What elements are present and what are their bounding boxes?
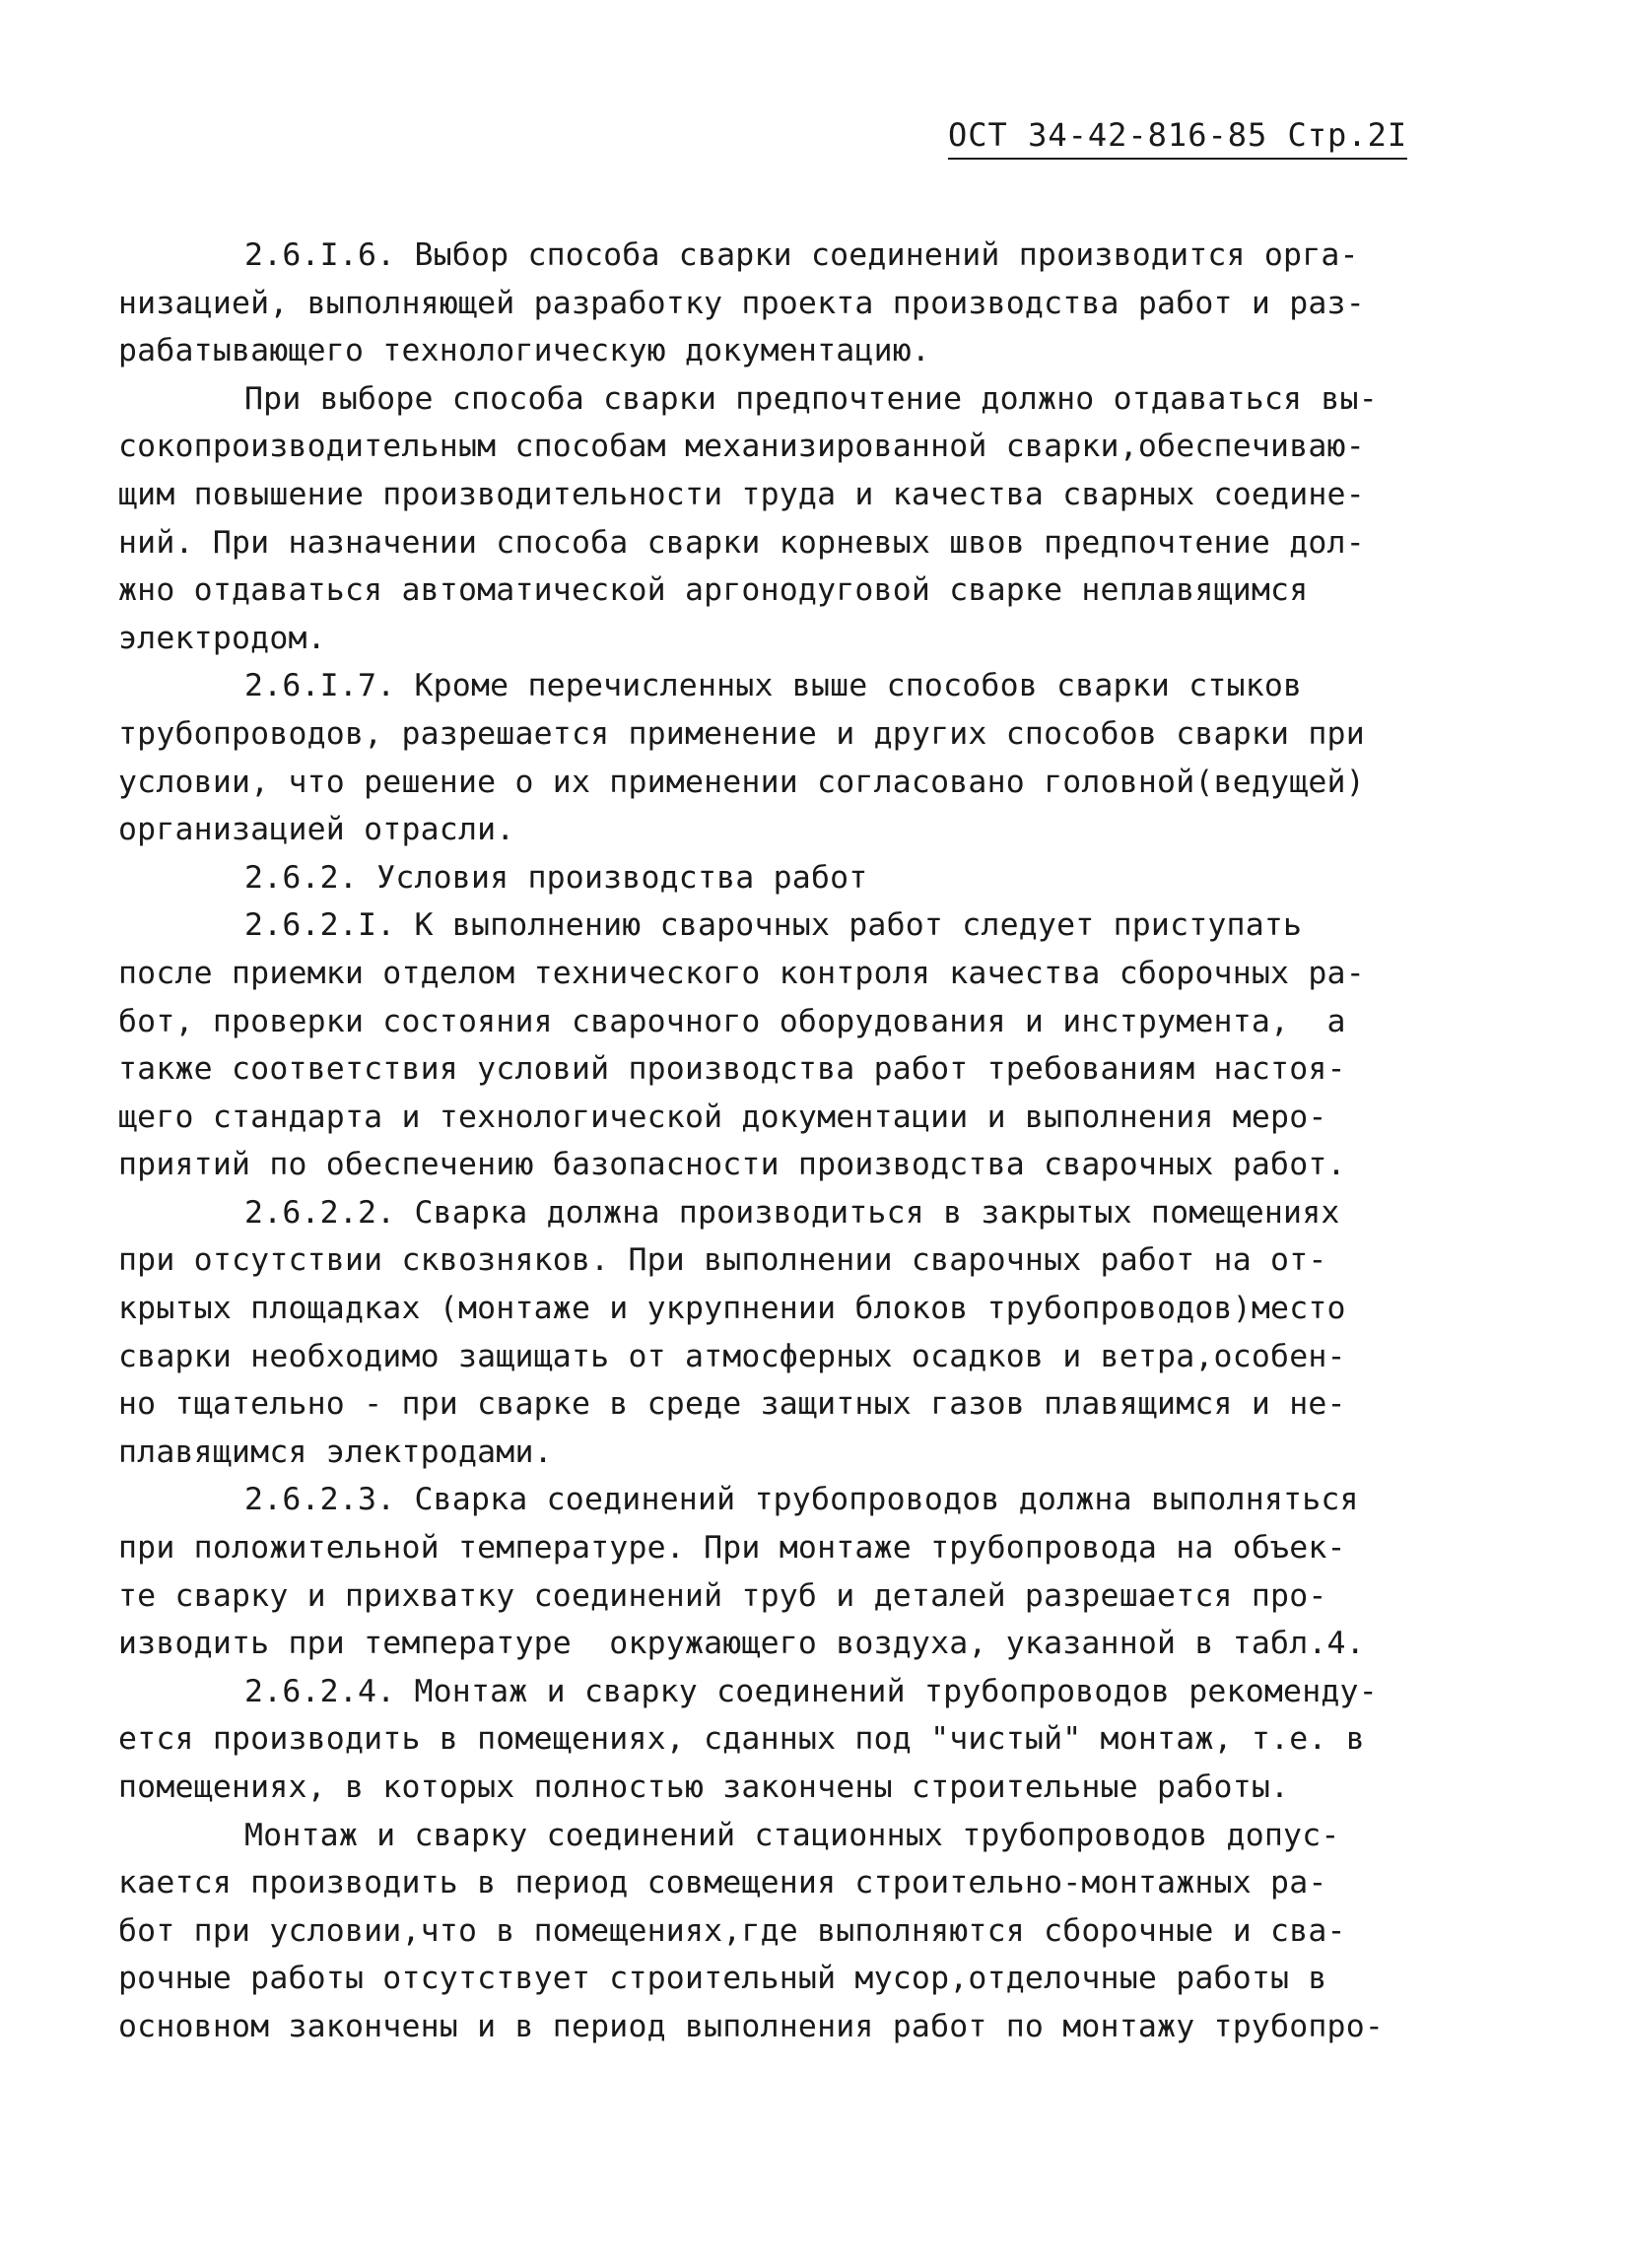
text-line: 2.6.2.3. Сварка соединений трубопроводов должна выполняться (244, 1482, 1359, 1518)
text-line: 2.6.2.2. Сварка должна производиться в закрытых помещениях (244, 1194, 1340, 1231)
text-line: 2.6.2.4. Монтаж и сварку соединений трубопроводов рекоменду- (244, 1673, 1378, 1709)
text-line: 2.6.2.I. К выполнению сварочных работ следует приступать (244, 907, 1303, 944)
text-line: те сварку и прихватку соединений труб и деталей разрешается про- (118, 1577, 1327, 1614)
text-line: ется производить в помещениях, сданных под "чистый" монтаж, т.е. в (118, 1721, 1365, 1758)
text-line: приятий по обеспечению базопасности производства сварочных работ. (118, 1147, 1346, 1183)
text-line: при отсутствии сквозняков. При выполнении сварочных работ на от- (118, 1242, 1327, 1279)
text-line: 2.6.I.7. Кроме перечисленных выше способов сварки стыков (244, 668, 1303, 704)
text-line: трубопроводов, разрешается применение и других способов сварки при (118, 715, 1365, 752)
text-line: плавящимся электродами. (118, 1434, 553, 1470)
text-line: 2.6.I.6. Выбор способа сварки соединений производится орга- (244, 237, 1359, 273)
text-line: сокопроизводительным способам механизированной сварки,обеспечиваю- (118, 429, 1365, 465)
page-header: ОСТ 34-42-816-85 Стр.2I (948, 116, 1407, 160)
text-line: рочные работы отсутствует строительный мусор,отделочные работы в (118, 1961, 1327, 1997)
text-line: помещениях, в которых полностью закончены строительные работы. (118, 1769, 1290, 1805)
text-line: основном закончены и в период выполнения работ по монтажу трубопро- (118, 2008, 1385, 2044)
text-line: ний. При назначении способа сварки корневых швов предпочтение дол- (118, 524, 1365, 561)
text-line: бот, проверки состояния сварочного оборудования и инструмента, а (118, 1003, 1346, 1039)
text-line: после приемки отделом технического контроля качества сборочных ра- (118, 955, 1365, 991)
text-line: также соответствия условий производства работ требованиям настоя- (118, 1051, 1346, 1088)
text-line: крытых площадках (монтаже и укрупнении блоков трубопроводов)место (118, 1291, 1346, 1327)
text-line: условии, что решение о их применении согласовано головной(ведущей) (118, 764, 1365, 800)
text-line: рабатывающего технологическую документацию. (118, 333, 931, 369)
text-line: при положительной температуре. При монтаже трубопровода на объек- (118, 1530, 1346, 1567)
text-line: изводить при температуре окружающего воздуха, указанной в табл.4. (118, 1626, 1365, 1662)
text-line: но тщательно - при сварке в среде защитных газов плавящимся и не- (118, 1386, 1346, 1423)
text-line: сварки необходимо защищать от атмосферных осадков и ветра,особен- (118, 1338, 1346, 1374)
text-line: организацией отрасли. (118, 812, 515, 848)
document-body (118, 232, 1498, 2051)
text-line: жно отдаваться автоматической аргонодуговой сварке неплавящимся (118, 572, 1309, 609)
text-line: бот при условии,что в помещениях,где выполняются сборочные и сва- (118, 1912, 1346, 1949)
text-line: Монтаж и сварку соединений стационных трубопроводов допус- (244, 1817, 1340, 1853)
text-line: низацией, выполняющей разработку проекта производства работ и раз- (118, 285, 1365, 321)
text-line: кается производить в период совмещения строительно-монтажных ра- (118, 1865, 1327, 1901)
text-line: 2.6.2. Условия производства работ (244, 859, 868, 896)
text-line: электродом. (118, 620, 326, 656)
text-line: При выборе способа сварки предпочтение должно отдаваться вы- (244, 380, 1378, 417)
text-line: щим повышение производительности труда и качества сварных соедине- (118, 476, 1365, 512)
text-line: щего стандарта и технологической документации и выполнения меро- (118, 1099, 1327, 1135)
